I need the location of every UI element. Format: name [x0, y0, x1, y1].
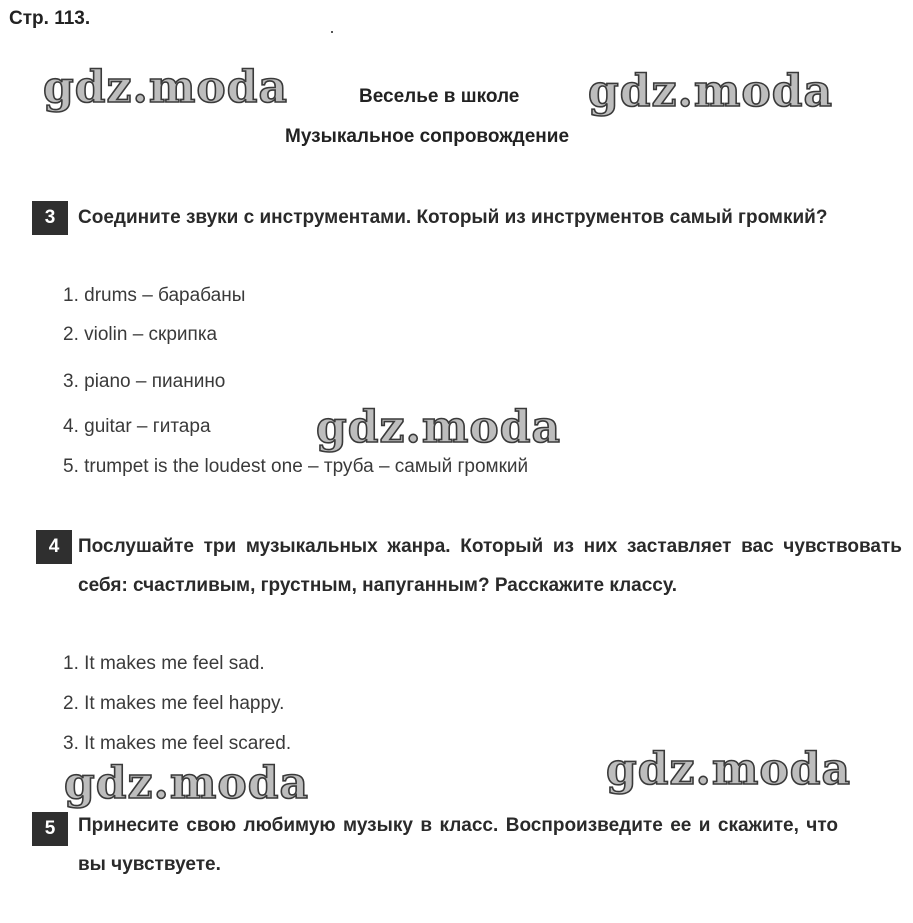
page-title: Веселье в школе: [359, 86, 520, 107]
watermark: gdz.moda: [64, 758, 310, 809]
watermark: gdz.moda: [43, 62, 289, 113]
task-instruction: Послушайте три музыкальных жанра. Который из них заставляет вас чувствовать себя: счастливым, грустным, напуганным? Расскажите классу.: [78, 536, 902, 596]
task-number-badge: 4: [36, 530, 72, 564]
answer-line: 2. It makes me feel happy.: [63, 693, 285, 714]
page-subtitle: Музыкальное сопровождение: [285, 126, 570, 147]
watermark: gdz.moda: [588, 66, 834, 117]
answer-line: 3. It makes me feel scared.: [63, 733, 292, 754]
answer-line: 1. It makes me feel sad.: [63, 653, 265, 674]
watermark: gdz.moda: [606, 744, 852, 795]
watermark: gdz.moda: [316, 402, 562, 453]
answer-line: 5. trumpet is the loudest one – труба – самый громкий: [63, 456, 529, 477]
scan-speck: [331, 31, 333, 33]
page-number: Стр. 113.: [9, 8, 91, 29]
answer-line: 4. guitar – гитара: [63, 416, 211, 437]
answer-line: 3. piano – пианино: [63, 371, 226, 392]
task-number-badge: 5: [32, 812, 68, 846]
task-number-badge: 3: [32, 201, 68, 235]
task-instruction: Принесите свою любимую музыку в класс. Воспроизведите ее и скажите, что вы чувствуете.: [78, 815, 838, 875]
task-instruction: Соедините звуки с инструментами. Который из инструментов самый громкий?: [78, 207, 828, 228]
answer-line: 2. violin – скрипка: [63, 324, 218, 345]
answer-line: 1. drums – барабаны: [63, 285, 246, 306]
